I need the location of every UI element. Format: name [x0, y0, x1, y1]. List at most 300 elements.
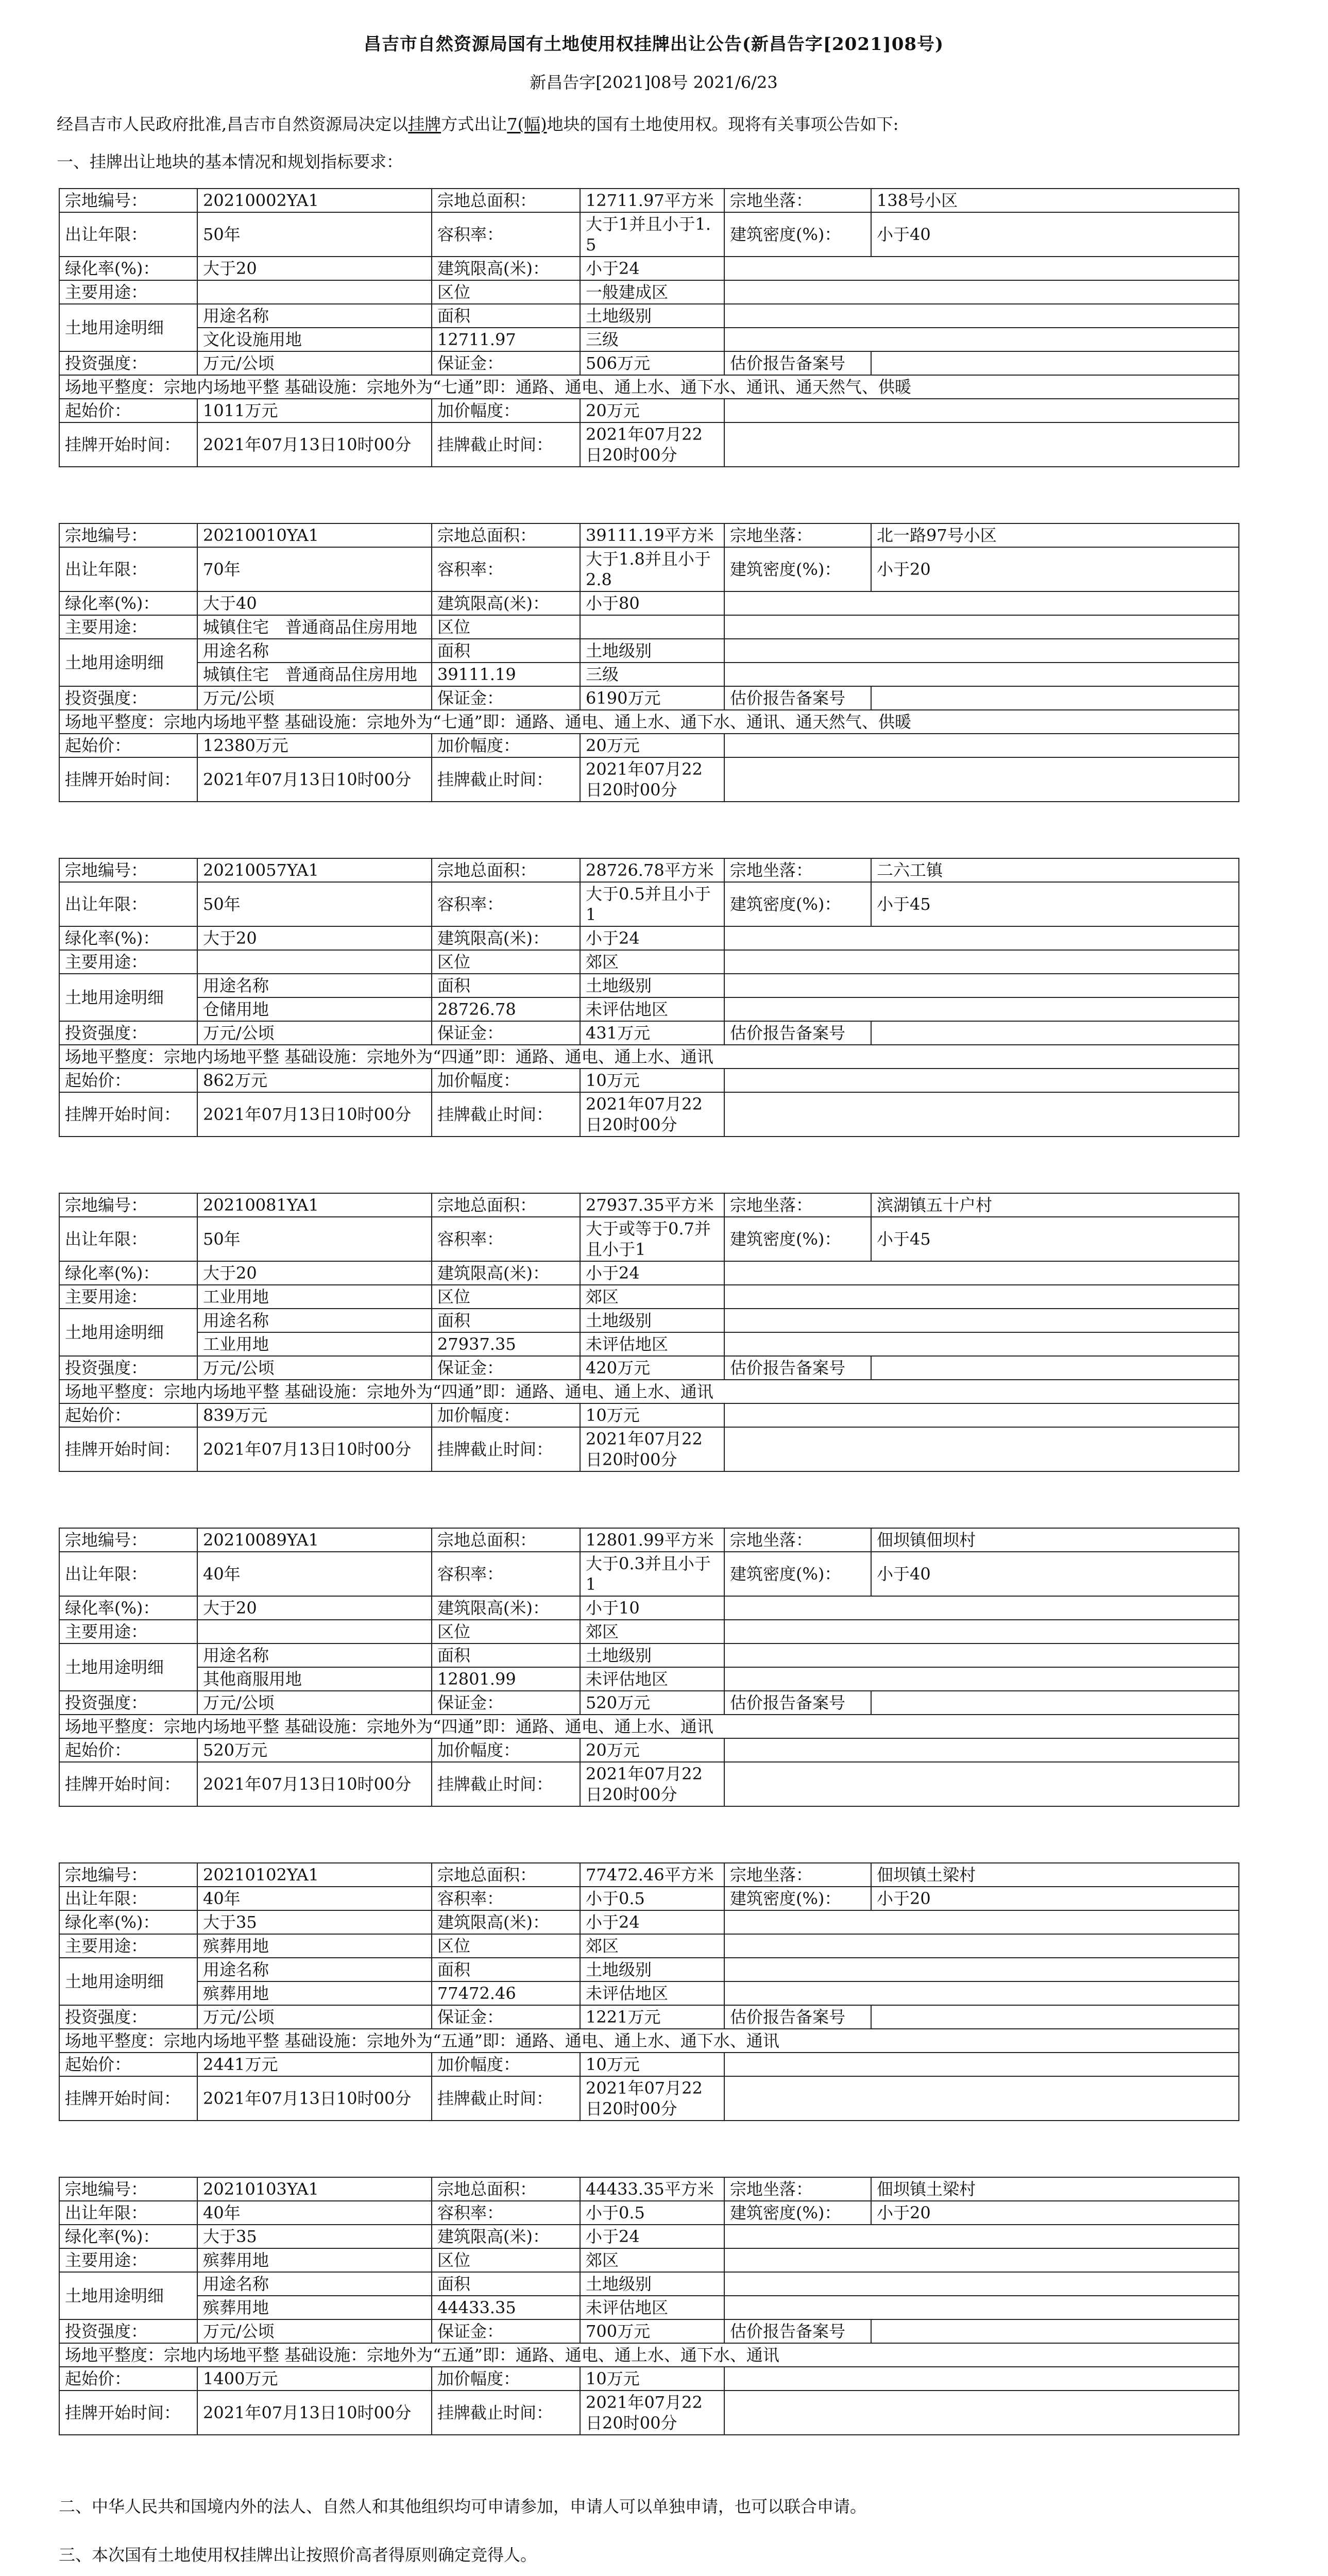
- field-label: 出让年限：: [59, 1217, 197, 1261]
- table-row: [59, 1887, 1239, 1910]
- main-use-cell: 殡葬用地: [197, 2248, 432, 2272]
- use-name-cell: 仓储用地: [197, 997, 432, 1021]
- empty-cell: [724, 1910, 1239, 1934]
- field-label: 容积率：: [432, 1552, 580, 1596]
- empty-cell: [724, 639, 1239, 663]
- table-row: [59, 1643, 1239, 1667]
- table-row: [59, 1427, 1239, 1471]
- field-label: 用途名称: [197, 1309, 432, 1332]
- field-label: 保证金：: [432, 686, 580, 710]
- empty-cell: [724, 1738, 1239, 1762]
- field-label: 保证金：: [432, 351, 580, 375]
- table-row: [59, 2367, 1239, 2391]
- table-row: [59, 1552, 1239, 1596]
- table-row: [59, 1958, 1239, 1981]
- table-row: [59, 280, 1239, 304]
- intro-pre: 经昌吉市人民政府批准,昌吉市自然资源局决定以: [57, 114, 408, 134]
- field-label: 加价幅度：: [432, 1069, 580, 1092]
- field-label: 区位: [432, 615, 580, 639]
- listing-start-cell: 2021年07月13日10时00分: [197, 2076, 432, 2121]
- field-label: 用途名称: [197, 304, 432, 328]
- site-condition-cell: 场地平整度：宗地内场地平整 基础设施：宗地外为“四通”即：通路、通电、通上水、通讯: [59, 1380, 1239, 1403]
- site-condition-cell: 场地平整度：宗地内场地平整 基础设施：宗地外为“四通”即：通路、通电、通上水、通讯: [59, 1715, 1239, 1738]
- term-cell: 50年: [197, 1217, 432, 1261]
- district-cell: 郊区: [580, 1285, 724, 1309]
- listing-end-cell: 2021年07月22日20时00分: [580, 1762, 724, 1806]
- field-label: 宗地坐落：: [724, 1193, 871, 1217]
- field-label: 起始价：: [59, 2367, 197, 2391]
- area-cell: 28726.78: [432, 997, 580, 1021]
- table-row: [59, 1620, 1239, 1643]
- table-row: [59, 2248, 1239, 2272]
- total-area-cell: 39111.19平方米: [580, 523, 724, 547]
- empty-cell: [724, 2076, 1239, 2121]
- table-row: [59, 1934, 1239, 1958]
- table-row: [59, 1045, 1239, 1069]
- table-row: [59, 1715, 1239, 1738]
- field-label: 宗地坐落：: [724, 858, 871, 882]
- field-label: 建筑限高(米)：: [432, 1596, 580, 1620]
- table-row: [59, 2225, 1239, 2248]
- district-cell: 郊区: [580, 950, 724, 974]
- field-label: 宗地总面积：: [432, 189, 580, 212]
- term-cell: 70年: [197, 547, 432, 591]
- height-limit-cell: 小于24: [580, 926, 724, 950]
- term-cell: 40年: [197, 1887, 432, 1910]
- listing-end-cell: 2021年07月22日20时00分: [580, 757, 724, 802]
- field-label: 加价幅度：: [432, 734, 580, 757]
- empty-cell: [724, 280, 1239, 304]
- listing-start-cell: 2021年07月13日10时00分: [197, 422, 432, 467]
- table-row: [59, 1092, 1239, 1137]
- intro-method: 挂牌: [408, 114, 441, 134]
- field-label: 估价报告备案号: [724, 1021, 871, 1045]
- empty-cell: [724, 1596, 1239, 1620]
- site-condition-cell: 场地平整度：宗地内场地平整 基础设施：宗地外为“七通”即：通路、通电、通上水、通下水、通讯、通天然气、供暖: [59, 710, 1239, 734]
- listing-start-cell: 2021年07月13日10时00分: [197, 1427, 432, 1471]
- table-row: [59, 351, 1239, 375]
- table-row: [59, 2319, 1239, 2343]
- field-label: 区位: [432, 280, 580, 304]
- empty-cell: [724, 1934, 1239, 1958]
- invest-unit-cell: 万元/公顷: [197, 1021, 432, 1045]
- site-condition-cell: 场地平整度：宗地内场地平整 基础设施：宗地外为“五通”即：通路、通电、通上水、通下水、通讯: [59, 2029, 1239, 2053]
- deposit-cell: 700万元: [580, 2319, 724, 2343]
- field-label: 宗地编号：: [59, 189, 197, 212]
- field-label: 保证金：: [432, 1021, 580, 1045]
- use-name-cell: 殡葬用地: [197, 2296, 432, 2319]
- field-label: 面积: [432, 639, 580, 663]
- table-row: [59, 615, 1239, 639]
- table-row: [59, 591, 1239, 615]
- table-row: [59, 2343, 1239, 2367]
- table-row: [59, 734, 1239, 757]
- field-label: 宗地编号：: [59, 1863, 197, 1887]
- table-row: [59, 399, 1239, 422]
- field-label: 挂牌截止时间：: [432, 1092, 580, 1137]
- section-1-title: 一、挂牌出让地块的基本情况和规划指标要求：: [57, 152, 403, 172]
- empty-cell: [724, 1332, 1239, 1356]
- listing-start-cell: 2021年07月13日10时00分: [197, 1762, 432, 1806]
- parcel-no-cell: 20210089YA1: [197, 1528, 432, 1552]
- field-label: 绿化率(%)：: [59, 1910, 197, 1934]
- field-label: 土地级别: [580, 974, 724, 997]
- deposit-cell: 431万元: [580, 1021, 724, 1045]
- parcel-table: [59, 1862, 1239, 2121]
- field-label: 加价幅度：: [432, 2367, 580, 2391]
- field-label: 宗地编号：: [59, 1528, 197, 1552]
- field-label: 绿化率(%)：: [59, 591, 197, 615]
- main-use-cell: 殡葬用地: [197, 1934, 432, 1958]
- parcel-table: [59, 858, 1239, 1137]
- area-cell: 44433.35: [432, 2296, 580, 2319]
- field-label: 主要用途：: [59, 280, 197, 304]
- parcel-table: [59, 1193, 1239, 1472]
- parcel-no-cell: 20210010YA1: [197, 523, 432, 547]
- field-label: 土地用途明细: [59, 304, 197, 351]
- district-cell: 郊区: [580, 2248, 724, 2272]
- field-label: 投资强度：: [59, 686, 197, 710]
- field-label: 估价报告备案号: [724, 1356, 871, 1380]
- building-density-cell: 小于20: [871, 2201, 1239, 2225]
- use-name-cell: 殡葬用地: [197, 1981, 432, 2005]
- parcel-no-cell: 20210103YA1: [197, 2177, 432, 2201]
- building-density-cell: 小于20: [871, 547, 1239, 591]
- table-row: [59, 882, 1239, 926]
- listing-start-cell: 2021年07月13日10时00分: [197, 757, 432, 802]
- location-cell: 佃坝镇佃坝村: [871, 1528, 1239, 1552]
- table-row: [59, 1691, 1239, 1715]
- building-density-cell: 小于45: [871, 1217, 1239, 1261]
- deposit-cell: 520万元: [580, 1691, 724, 1715]
- field-label: 宗地总面积：: [432, 2177, 580, 2201]
- location-cell: 138号小区: [871, 189, 1239, 212]
- table-row: [59, 1069, 1239, 1092]
- area-cell: 27937.35: [432, 1332, 580, 1356]
- field-label: 加价幅度：: [432, 1403, 580, 1427]
- parcel-tables: [57, 188, 1251, 2435]
- green-ratio-cell: 大于20: [197, 257, 432, 280]
- height-limit-cell: 小于24: [580, 2225, 724, 2248]
- empty-cell: [724, 1762, 1239, 1806]
- field-label: 保证金：: [432, 1356, 580, 1380]
- green-ratio-cell: 大于35: [197, 1910, 432, 1934]
- land-grade-cell: 未评估地区: [580, 997, 724, 1021]
- field-label: 宗地总面积：: [432, 858, 580, 882]
- land-grade-cell: 未评估地区: [580, 1332, 724, 1356]
- parcel-no-cell: 20210102YA1: [197, 1863, 432, 1887]
- table-row: [59, 1762, 1239, 1806]
- field-label: 面积: [432, 1309, 580, 1332]
- empty-cell: [724, 997, 1239, 1021]
- empty-cell: [724, 1643, 1239, 1667]
- empty-cell: [724, 1285, 1239, 1309]
- field-label: 建筑限高(米)：: [432, 2225, 580, 2248]
- field-label: 面积: [432, 2272, 580, 2296]
- field-label: 保证金：: [432, 1691, 580, 1715]
- green-ratio-cell: 大于20: [197, 926, 432, 950]
- field-label: 宗地坐落：: [724, 2177, 871, 2201]
- table-row: [59, 422, 1239, 467]
- field-label: 区位: [432, 1934, 580, 1958]
- use-name-cell: 城镇住宅 普通商品住房用地: [197, 663, 432, 686]
- building-density-cell: 小于40: [871, 212, 1239, 257]
- field-label: 宗地总面积：: [432, 1863, 580, 1887]
- green-ratio-cell: 大于35: [197, 2225, 432, 2248]
- field-label: 主要用途：: [59, 1934, 197, 1958]
- field-label: 挂牌截止时间：: [432, 757, 580, 802]
- parcel-table: [59, 2177, 1239, 2435]
- deposit-cell: 420万元: [580, 1356, 724, 1380]
- field-label: 土地用途明细: [59, 2272, 197, 2319]
- empty-cell: [724, 615, 1239, 639]
- table-row: [59, 2177, 1239, 2201]
- start-price-cell: 1011万元: [197, 399, 432, 422]
- field-label: 区位: [432, 950, 580, 974]
- table-row: [59, 997, 1239, 1021]
- field-label: 出让年限：: [59, 2201, 197, 2225]
- field-label: 宗地总面积：: [432, 1193, 580, 1217]
- field-label: 出让年限：: [59, 882, 197, 926]
- empty-cell: [724, 1261, 1239, 1285]
- field-label: 估价报告备案号: [724, 1691, 871, 1715]
- page-title: 昌吉市自然资源局国有土地使用权挂牌出让公告(新昌告字[2021]08号): [363, 34, 944, 55]
- field-label: 绿化率(%)：: [59, 257, 197, 280]
- district-cell: 郊区: [580, 1934, 724, 1958]
- empty-cell: [871, 2005, 1239, 2029]
- field-label: 宗地坐落：: [724, 523, 871, 547]
- table-row: [59, 257, 1239, 280]
- section-2: 二、中华人民共和国境内外的法人、自然人和其他组织均可申请参加，申请人可以单独申请，也可以联合申请。: [59, 2497, 867, 2516]
- parcel-no-cell: 20210002YA1: [197, 189, 432, 212]
- green-ratio-cell: 大于20: [197, 1261, 432, 1285]
- term-cell: 40年: [197, 1552, 432, 1596]
- field-label: 估价报告备案号: [724, 2005, 871, 2029]
- empty-cell: [724, 2053, 1239, 2076]
- field-label: 投资强度：: [59, 2005, 197, 2029]
- start-price-cell: 520万元: [197, 1738, 432, 1762]
- green-ratio-cell: 大于40: [197, 591, 432, 615]
- main-use-cell: 城镇住宅 普通商品住房用地: [197, 615, 432, 639]
- field-label: 主要用途：: [59, 1620, 197, 1643]
- field-label: 建筑密度(%)：: [724, 1217, 871, 1261]
- empty-cell: [724, 2225, 1239, 2248]
- field-label: 出让年限：: [59, 547, 197, 591]
- building-density-cell: 小于45: [871, 882, 1239, 926]
- listing-start-cell: 2021年07月13日10时00分: [197, 1092, 432, 1137]
- increment-cell: 20万元: [580, 399, 724, 422]
- table-row: [59, 757, 1239, 802]
- total-area-cell: 12801.99平方米: [580, 1528, 724, 1552]
- increment-cell: 10万元: [580, 2367, 724, 2391]
- field-label: 建筑限高(米)：: [432, 926, 580, 950]
- table-row: [59, 1380, 1239, 1403]
- field-label: 保证金：: [432, 2319, 580, 2343]
- field-label: 出让年限：: [59, 1552, 197, 1596]
- field-label: 绿化率(%)：: [59, 2225, 197, 2248]
- table-row: [59, 1738, 1239, 1762]
- height-limit-cell: 小于24: [580, 1261, 724, 1285]
- table-row: [59, 1981, 1239, 2005]
- field-label: 建筑限高(米)：: [432, 591, 580, 615]
- table-row: [59, 2272, 1239, 2296]
- empty-cell: [871, 1691, 1239, 1715]
- district-cell: [580, 615, 724, 639]
- field-label: 起始价：: [59, 2053, 197, 2076]
- table-row: [59, 375, 1239, 399]
- parcel-table: [59, 188, 1239, 467]
- field-label: 出让年限：: [59, 212, 197, 257]
- start-price-cell: 2441万元: [197, 2053, 432, 2076]
- section-3: 三、本次国有土地使用权挂牌出让按照价高者得原则确定竞得人。: [59, 2545, 537, 2565]
- table-row: [59, 1863, 1239, 1887]
- start-price-cell: 12380万元: [197, 734, 432, 757]
- field-label: 面积: [432, 304, 580, 328]
- invest-unit-cell: 万元/公顷: [197, 1691, 432, 1715]
- field-label: 宗地编号：: [59, 523, 197, 547]
- field-label: 挂牌开始时间：: [59, 2391, 197, 2435]
- empty-cell: [724, 304, 1239, 328]
- field-label: 容积率：: [432, 882, 580, 926]
- plot-ratio-cell: 大于0.5并且小于1: [580, 882, 724, 926]
- invest-unit-cell: 万元/公顷: [197, 1356, 432, 1380]
- field-label: 挂牌截止时间：: [432, 2391, 580, 2435]
- parcel-no-cell: 20210057YA1: [197, 858, 432, 882]
- field-label: 建筑密度(%)：: [724, 1552, 871, 1596]
- field-label: 用途名称: [197, 2272, 432, 2296]
- field-label: 绿化率(%)：: [59, 1261, 197, 1285]
- table-row: [59, 974, 1239, 997]
- empty-cell: [724, 1620, 1239, 1643]
- table-row: [59, 710, 1239, 734]
- field-label: 建筑密度(%)：: [724, 547, 871, 591]
- invest-unit-cell: 万元/公顷: [197, 2319, 432, 2343]
- field-label: 土地级别: [580, 304, 724, 328]
- empty-cell: [724, 1667, 1239, 1691]
- field-label: 土地用途明细: [59, 1958, 197, 2005]
- intro-post: 地块的国有土地使用权。现将有关事项公告如下:: [547, 114, 899, 134]
- table-row: [59, 1193, 1239, 1217]
- field-label: 主要用途：: [59, 2248, 197, 2272]
- listing-end-cell: 2021年07月22日20时00分: [580, 2391, 724, 2435]
- field-label: 投资强度：: [59, 1356, 197, 1380]
- listing-end-cell: 2021年07月22日20时00分: [580, 422, 724, 467]
- empty-cell: [724, 1958, 1239, 1981]
- field-label: 挂牌截止时间：: [432, 1762, 580, 1806]
- area-cell: 39111.19: [432, 663, 580, 686]
- location-cell: 佃坝镇土梁村: [871, 2177, 1239, 2201]
- empty-cell: [724, 257, 1239, 280]
- field-label: 土地级别: [580, 1958, 724, 1981]
- field-label: 挂牌截止时间：: [432, 422, 580, 467]
- building-density-cell: 小于40: [871, 1552, 1239, 1596]
- empty-cell: [724, 2296, 1239, 2319]
- field-label: 土地用途明细: [59, 1309, 197, 1356]
- total-area-cell: 27937.35平方米: [580, 1193, 724, 1217]
- document-number-date: 新昌告字[2021]08号 2021/6/23: [530, 73, 778, 92]
- parcel-table: [59, 1528, 1239, 1807]
- empty-cell: [871, 686, 1239, 710]
- plot-ratio-cell: 大于或等于0.7并且小于1: [580, 1217, 724, 1261]
- field-label: 用途名称: [197, 1958, 432, 1981]
- field-label: 宗地编号：: [59, 1193, 197, 1217]
- table-row: [59, 2076, 1239, 2121]
- field-label: 用途名称: [197, 1643, 432, 1667]
- table-row: [59, 1356, 1239, 1380]
- increment-cell: 10万元: [580, 2053, 724, 2076]
- empty-cell: [724, 2367, 1239, 2391]
- field-label: 估价报告备案号: [724, 2319, 871, 2343]
- start-price-cell: 1400万元: [197, 2367, 432, 2391]
- total-area-cell: 44433.35平方米: [580, 2177, 724, 2201]
- intro-mid: 方式出让: [441, 114, 507, 134]
- plot-ratio-cell: 大于1.8并且小于2.8: [580, 547, 724, 591]
- table-row: [59, 2296, 1239, 2319]
- empty-cell: [724, 2391, 1239, 2435]
- field-label: 用途名称: [197, 639, 432, 663]
- field-label: 容积率：: [432, 1887, 580, 1910]
- table-row: [59, 950, 1239, 974]
- site-condition-cell: 场地平整度：宗地内场地平整 基础设施：宗地外为“七通”即：通路、通电、通上水、通下水、通讯、通天然气、供暖: [59, 375, 1239, 399]
- use-name-cell: 文化设施用地: [197, 328, 432, 351]
- field-label: 土地用途明细: [59, 1643, 197, 1691]
- field-label: 估价报告备案号: [724, 351, 871, 375]
- intro-count: 7(幅): [507, 114, 547, 134]
- field-label: 区位: [432, 1620, 580, 1643]
- field-label: 土地用途明细: [59, 974, 197, 1021]
- empty-cell: [871, 1356, 1239, 1380]
- field-label: 主要用途：: [59, 950, 197, 974]
- location-cell: 北一路97号小区: [871, 523, 1239, 547]
- field-label: 投资强度：: [59, 1021, 197, 1045]
- field-label: 区位: [432, 1285, 580, 1309]
- height-limit-cell: 小于24: [580, 1910, 724, 1934]
- listing-end-cell: 2021年07月22日20时00分: [580, 1427, 724, 1471]
- empty-cell: [724, 1092, 1239, 1137]
- table-row: [59, 212, 1239, 257]
- field-label: 加价幅度：: [432, 2053, 580, 2076]
- field-label: 建筑限高(米)：: [432, 257, 580, 280]
- field-label: 主要用途：: [59, 615, 197, 639]
- field-label: 容积率：: [432, 212, 580, 257]
- empty-cell: [724, 328, 1239, 351]
- table-row: [59, 926, 1239, 950]
- field-label: 保证金：: [432, 2005, 580, 2029]
- intro-paragraph: [57, 112, 1251, 137]
- field-label: 宗地编号：: [59, 858, 197, 882]
- field-label: 加价幅度：: [432, 399, 580, 422]
- empty-cell: [724, 734, 1239, 757]
- field-label: 面积: [432, 974, 580, 997]
- deposit-cell: 6190万元: [580, 686, 724, 710]
- field-label: 宗地总面积：: [432, 1528, 580, 1552]
- field-label: 挂牌开始时间：: [59, 757, 197, 802]
- plot-ratio-cell: 小于0.5: [580, 1887, 724, 1910]
- table-row: [59, 2053, 1239, 2076]
- table-row: [59, 1332, 1239, 1356]
- listing-end-cell: 2021年07月22日20时00分: [580, 1092, 724, 1137]
- invest-unit-cell: 万元/公顷: [197, 686, 432, 710]
- table-row: [59, 1217, 1239, 1261]
- field-label: 土地级别: [580, 1309, 724, 1332]
- field-label: 起始价：: [59, 1738, 197, 1762]
- field-label: 容积率：: [432, 2201, 580, 2225]
- empty-cell: [724, 591, 1239, 615]
- location-cell: 佃坝镇土梁村: [871, 1863, 1239, 1887]
- table-row: [59, 523, 1239, 547]
- table-row: [59, 1528, 1239, 1552]
- empty-cell: [724, 422, 1239, 467]
